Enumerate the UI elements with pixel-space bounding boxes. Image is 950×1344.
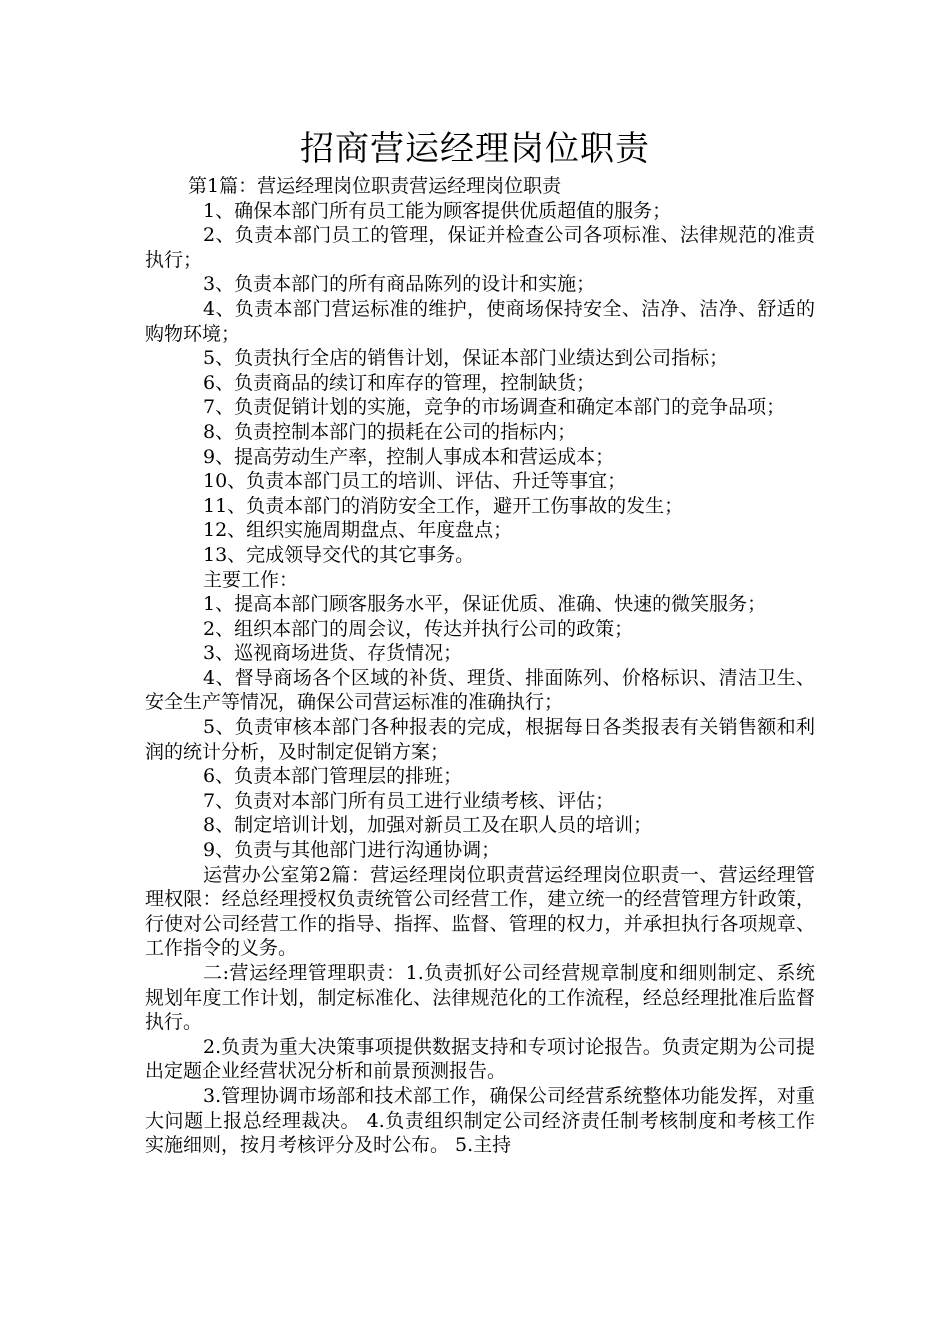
- paragraph: 2、负责本部门员工的管理，保证并检查公司各项标准、法律规范的准责执行；: [145, 224, 815, 271]
- paragraph: 7、负责对本部门所有员工进行业绩考核、评估；: [203, 789, 615, 812]
- paragraph: 运营办公室第2篇：营运经理岗位职责营运经理岗位职责一、营运经理管理权限：经总经理授权负责统管公司经营工作，建立统一的经营管理方针政策，行使对公司经营工作的指导、指挥、监督、管理的权力，并承担执行各项规章、工作指令的义务。: [145, 863, 815, 960]
- paragraph: 8、制定培训计划，加强对新员工及在职人员的培训；: [203, 814, 653, 837]
- paragraph: 10、负责本部门员工的培训、评估、升迁等事宜；: [203, 470, 627, 493]
- paragraph: 6、负责本部门管理层的排班；: [203, 765, 463, 788]
- paragraph: 3、负责本部门的所有商品陈列的设计和实施；: [203, 273, 596, 296]
- paragraph: 12、组织实施周期盘点、年度盘点；: [203, 519, 513, 542]
- paragraph: 4、督导商场各个区域的补货、理货、排面陈列、价格标识、清洁卫生、安全生产等情况，确保公司营运标准的准确执行；: [145, 666, 815, 714]
- paragraph: 1、确保本部门所有员工能为顾客提供优质超值的服务；: [203, 199, 672, 222]
- paragraph: 4、负责本部门营运标准的维护，使商场保持安全、洁净、洁净、舒适的购物环境；: [145, 297, 815, 345]
- paragraph: 6、负责商品的续订和库存的管理，控制缺货；: [203, 371, 596, 394]
- paragraph: 9、负责与其他部门进行沟通协调；: [203, 839, 501, 862]
- paragraph: 5、负责执行全店的销售计划，保证本部门业绩达到公司指标；: [203, 347, 729, 370]
- paragraph: 3.管理协调市场部和技术部工作，确保公司经营系统整体功能发挥，对重大问题上报总经理裁决。 4.负责组织制定公司经济责任制考核制度和考核工作实施细则，按月考核评分及时公布。 5.主持: [145, 1084, 815, 1157]
- paragraph: 7、负责促销计划的实施，竞争的市场调查和确定本部门的竞争品项；: [203, 396, 786, 419]
- document-body: [145, 174, 815, 1158]
- paragraph: 第1篇：营运经理岗位职责营运经理岗位职责: [188, 175, 562, 197]
- paragraph: 3、巡视商场进货、存货情况；: [203, 642, 463, 665]
- paragraph: 5、负责审核本部门各种报表的完成，根据每日各类报表有关销售额和利润的统计分析，及时制定促销方案；: [145, 716, 815, 763]
- paragraph: 13、完成领导交代的其它事务。: [203, 543, 475, 566]
- paragraph: 8、负责控制本部门的损耗在公司的指标内；: [203, 420, 577, 443]
- paragraph: 2.负责为重大决策事项提供数据支持和专项讨论报告。负责定期为公司提出定题企业经营状况分析和前景预测报告。: [145, 1035, 815, 1083]
- paragraph: 二:营运经理管理职责：1.负责抓好公司经营规章制度和细则制定、系统规划年度工作计划，制定标准化、法律规范化的工作流程，经总经理批准后监督执行。: [145, 962, 815, 1034]
- paragraph: 9、提高劳动生产率，控制人事成本和营运成本；: [203, 445, 615, 468]
- document-title: 招商营运经理岗位职责: [300, 129, 650, 169]
- paragraph: 2、组织本部门的周会议，传达并执行公司的政策；: [203, 617, 634, 640]
- paragraph: 11、负责本部门的消防安全工作，避开工伤事故的发生；: [203, 494, 684, 517]
- paragraph: 1、提高本部门顾客服务水平，保证优质、准确、快速的微笑服务；: [203, 593, 767, 616]
- section-heading: 主要工作：: [203, 568, 299, 591]
